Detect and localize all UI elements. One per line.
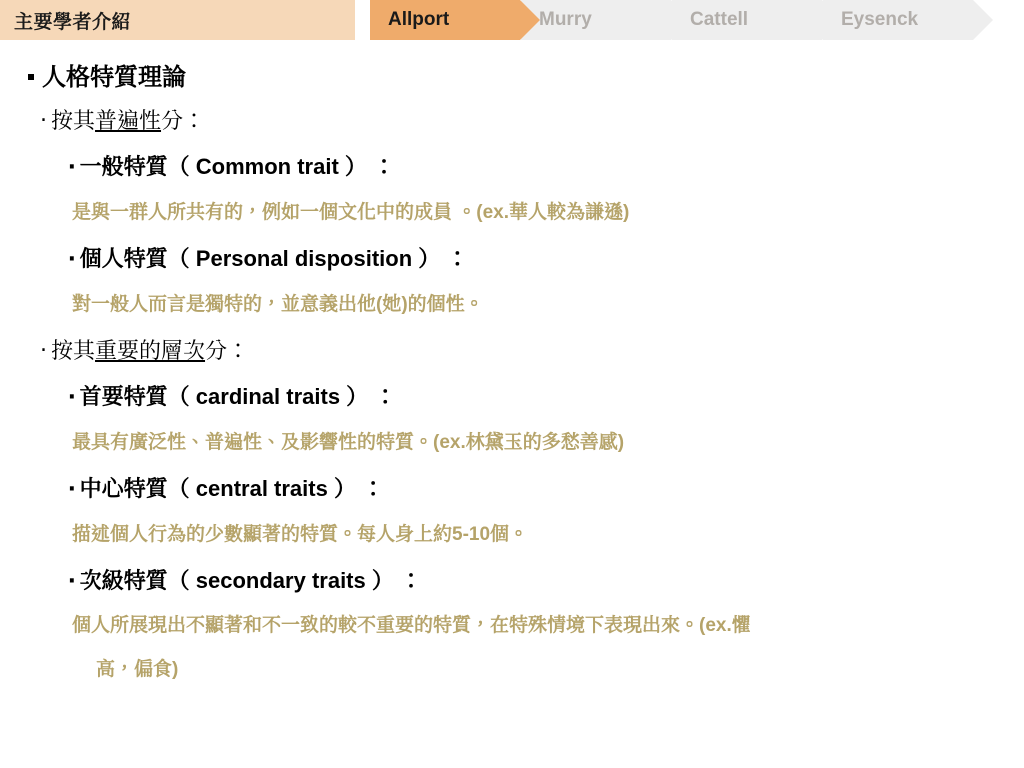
tab-bar <box>370 0 974 40</box>
dot-bullet-icon: ‧ <box>40 338 47 363</box>
page-title: 主要學者介紹 <box>14 11 132 33</box>
section-1-item-2-title <box>68 236 1024 282</box>
section-2-item-1-title-text: 首要特質（ cardinal traits ） ： <box>79 384 397 409</box>
slide-body <box>0 40 1024 692</box>
dot-bullet-icon: ‧ <box>68 568 76 593</box>
tab-eysenck-label: Eysenck <box>841 9 919 30</box>
dot-bullet-icon: ‧ <box>40 108 47 133</box>
section-1-label-underline: 普遍性 <box>95 108 162 133</box>
slide-heading <box>28 58 1024 98</box>
section-2-item-1-note: 最具有廣泛性、普遍性、及影響性的特質。(ex.林黛玉的多愁善感) <box>72 432 625 453</box>
tab-chevron-icon <box>822 0 842 40</box>
section-2-label <box>40 328 1024 374</box>
tab-murry-label: Murry <box>539 9 592 30</box>
section-1-label-post: 分： <box>161 108 206 133</box>
dot-bullet-icon: ‧ <box>68 476 76 501</box>
section-2-label-pre: 按其 <box>51 338 96 363</box>
section-1-item-1-note: 是與一群人所共有的，例如一個文化中的成員 。(ex.華人較為謙遜) <box>72 202 630 223</box>
section-1-item-2-note: 對一般人而言是獨特的，並意義出他(她)的個性。 <box>72 294 484 315</box>
dot-bullet-icon: ‧ <box>68 384 76 409</box>
section-2-item-3-note-line1: 個人所展現出不顯著和不一致的較不重要的特質，在特殊情境下表現出來。(ex.懼 <box>72 615 751 636</box>
tab-chevron-icon <box>973 0 993 40</box>
section-2-item-2-title-text: 中心特質（ central traits ） ： <box>79 476 385 501</box>
tab-allport-label: Allport <box>388 9 450 30</box>
tab-eysenck[interactable] <box>823 0 973 40</box>
section-1-label-pre: 按其 <box>51 108 96 133</box>
dot-bullet-icon: ‧ <box>68 246 76 271</box>
tab-chevron-icon <box>671 0 691 40</box>
slide-header <box>0 0 1024 40</box>
tab-cattell-label: Cattell <box>690 9 749 30</box>
section-2-item-3-note <box>72 604 992 692</box>
section-2-item-2-title <box>68 466 1024 512</box>
section-1-item-2-title-text: 個人特質（ Personal disposition ） ： <box>79 246 469 271</box>
section-2-item-3-title-text: 次級特質（ secondary traits ） ： <box>79 568 422 593</box>
section-2-item-3-note-line2: 高，偏食) <box>96 659 179 680</box>
section-1-item-1-title-text: 一般特質（ Common trait ） ： <box>79 154 396 179</box>
section-2-item-1-title <box>68 374 1024 420</box>
square-bullet-icon <box>28 74 34 80</box>
section-2-label-underline: 重要的層次 <box>95 338 206 363</box>
section-1-label <box>40 98 1024 144</box>
slide-title-chip <box>0 0 355 40</box>
section-2-label-post: 分： <box>205 338 250 363</box>
section-2-item-2-note: 描述個人行為的少數顯著的特質。每人身上約5-10個。 <box>72 524 529 545</box>
section-1-item-1-title <box>68 144 1024 190</box>
tab-allport[interactable] <box>370 0 520 40</box>
section-2-item-3-title <box>68 558 1024 604</box>
tab-cattell[interactable] <box>672 0 822 40</box>
tab-chevron-icon <box>520 0 540 40</box>
tab-murry[interactable] <box>521 0 671 40</box>
dot-bullet-icon: ‧ <box>68 154 76 179</box>
slide-heading-text: 人格特質理論 <box>42 64 186 91</box>
